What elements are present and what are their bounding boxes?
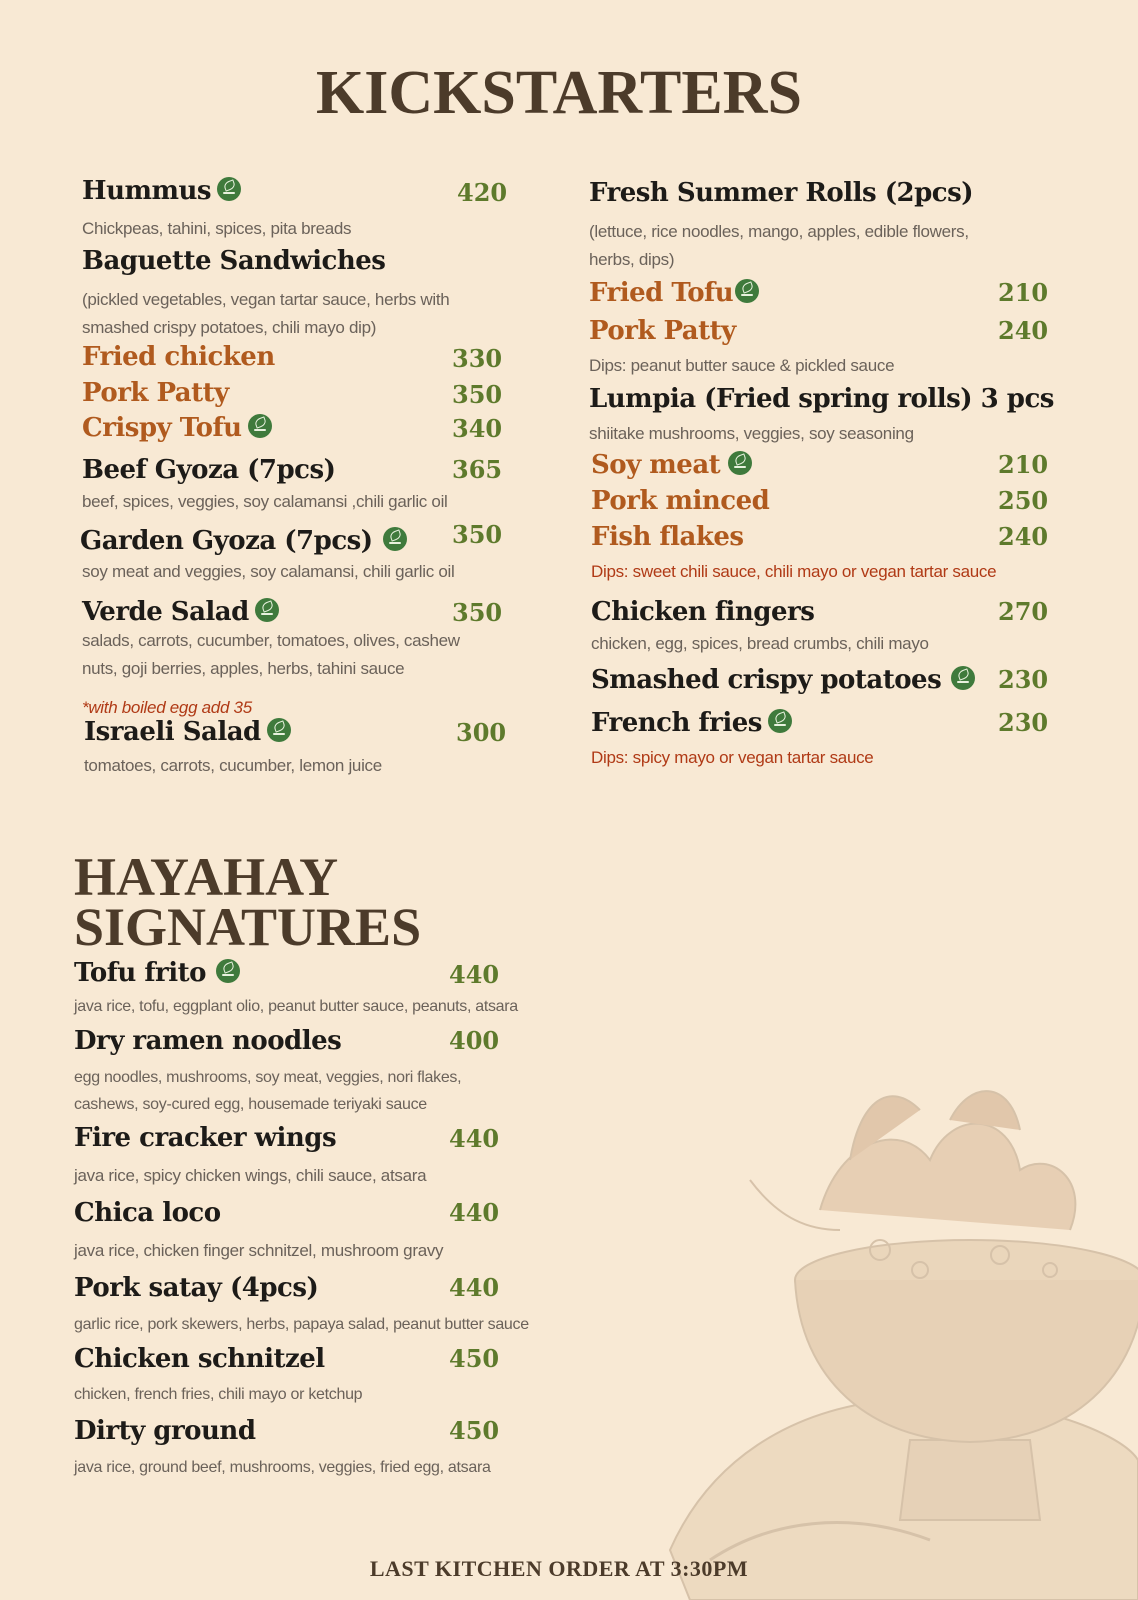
desc-dry-ramen: egg noodles, mushrooms, soy meat, veggies, nori flakes, cashews, soy-cured egg, housemade teriyaki sauce [74,1069,462,1113]
vegan-leaf-badge-icon [248,414,272,438]
desc-baguette: (pickled vegetables, vegan tartar sauce, herbs with smashed crispy potatoes, chili mayo dip) [82,290,450,337]
dips-french-fries: Dips: spicy mayo or vegan tartar sauce [591,748,874,767]
item-chicken-fingers: Chicken fingers [591,597,815,627]
price-verde-salad: 350 [452,598,503,627]
dips-lumpia: Dips: sweet chili sauce, chili mayo or vegan tartar sauce [591,562,997,581]
item-smashed-potatoes: Smashed crispy potatoes [591,665,975,695]
desc-chicken-fingers: chicken, egg, spices, bread crumbs, chili mayo [591,634,929,653]
price-pork-patty-right: 240 [998,316,1049,345]
desc-garden-gyoza: soy meat and veggies, soy calamansi, chili garlic oil [82,562,455,581]
desc-fire-cracker-wings: java rice, spicy chicken wings, chili sauce, atsara [74,1166,427,1185]
item-dry-ramen: Dry ramen noodles [74,1026,342,1056]
price-fried-chicken: 330 [452,344,503,373]
item-chica-loco: Chica loco [74,1198,221,1228]
note-verde-salad-egg: *with boiled egg add 35 [82,698,252,717]
price-tofu-frito: 440 [449,960,500,989]
item-verde-salad: Verde Salad [82,597,279,627]
item-pork-patty-left: Pork Patty [82,378,229,408]
vegan-leaf-badge-icon [728,451,752,475]
item-pork-minced: Pork minced [591,486,770,516]
price-pork-patty-left: 350 [452,380,503,409]
desc-dirty-ground: java rice, ground beef, mushrooms, veggies, fried egg, atsara [74,1459,491,1476]
vegan-leaf-badge-icon [255,598,279,622]
price-beef-gyoza: 365 [452,455,503,484]
price-hummus: 420 [457,178,508,207]
vegan-leaf-badge-icon [768,709,792,733]
item-french-fries: French fries [591,708,792,738]
desc-lumpia: shiitake mushrooms, veggies, soy seasoning [589,424,914,443]
desc-israeli-salad: tomatoes, carrots, cucumber, lemon juice [84,756,382,775]
desc-summer-rolls: (lettuce, rice noodles, mango, apples, edible flowers, herbs, dips) [589,222,969,269]
price-soy-meat: 210 [998,450,1049,479]
desc-hummus: Chickpeas, tahini, spices, pita breads [82,219,352,238]
price-french-fries: 230 [998,708,1049,737]
price-fried-tofu: 210 [998,278,1049,307]
price-pork-minced: 250 [998,486,1049,515]
item-fried-chicken: Fried chicken [82,342,275,372]
price-israeli-salad: 300 [456,718,507,747]
vegan-leaf-badge-icon [735,279,759,303]
item-soy-meat: Soy meat [591,450,752,480]
item-hummus: Hummus [82,176,241,206]
footer-last-order: LAST KITCHEN ORDER AT 3:30PM [369,1556,749,1581]
desc-pork-satay: garlic rice, pork skewers, herbs, papaya salad, peanut butter sauce [74,1316,529,1333]
desc-verde-salad: salads, carrots, cucumber, tomatoes, olives, cashew nuts, goji berries, apples, herbs, tahini sauce [82,631,460,678]
price-smashed-potatoes: 230 [998,665,1049,694]
item-tofu-frito: Tofu frito [74,958,240,988]
vegan-leaf-badge-icon [951,666,975,690]
price-fire-cracker-wings: 440 [449,1124,500,1153]
item-beef-gyoza: Beef Gyoza (7pcs) [82,455,336,485]
item-lumpia: Lumpia (Fried spring rolls) 3 pcs [589,384,1054,414]
desc-chicken-schnitzel: chicken, french fries, chili mayo or ketchup [74,1386,363,1403]
item-garden-gyoza: Garden Gyoza (7pcs) [80,526,407,556]
price-dirty-ground: 450 [449,1416,500,1445]
price-chicken-schnitzel: 450 [449,1344,500,1373]
vegan-leaf-badge-icon [267,718,291,742]
item-crispy-tofu: Crispy Tofu [82,413,272,443]
item-summer-rolls: Fresh Summer Rolls (2pcs) [589,178,974,208]
desc-beef-gyoza: beef, spices, veggies, soy calamansi ,chili garlic oil [82,492,448,511]
price-fish-flakes: 240 [998,522,1049,551]
item-fish-flakes: Fish flakes [591,522,744,552]
price-chicken-fingers: 270 [998,597,1049,626]
price-crispy-tofu: 340 [452,414,503,443]
dips-summer-rolls: Dips: peanut butter sauce & pickled sauce [589,356,895,375]
vegan-leaf-badge-icon [217,177,241,201]
vegan-leaf-badge-icon [216,959,240,983]
item-pork-patty-right: Pork Patty [589,316,736,346]
desc-chica-loco: java rice, chicken finger schnitzel, mushroom gravy [74,1241,444,1260]
price-garden-gyoza: 350 [452,520,503,549]
item-pork-satay: Pork satay (4pcs) [74,1273,319,1303]
section-title-signatures: HAYAHAY SIGNATURES [74,847,422,957]
item-dirty-ground: Dirty ground [74,1416,256,1446]
price-chica-loco: 440 [449,1198,500,1227]
item-fried-tofu: Fried Tofu [589,278,759,308]
item-fire-cracker-wings: Fire cracker wings [74,1123,337,1153]
item-chicken-schnitzel: Chicken schnitzel [74,1344,325,1374]
price-dry-ramen: 400 [449,1026,500,1055]
item-baguette: Baguette Sandwiches [82,246,386,276]
vegan-leaf-badge-icon [383,527,407,551]
coconut-bowl-illustration [650,1080,1138,1600]
price-pork-satay: 440 [449,1273,500,1302]
item-israeli-salad: Israeli Salad [84,717,291,747]
section-title-kickstarters: KICKSTARTERS [316,59,802,127]
desc-tofu-frito: java rice, tofu, eggplant olio, peanut butter sauce, peanuts, atsara [74,998,518,1015]
